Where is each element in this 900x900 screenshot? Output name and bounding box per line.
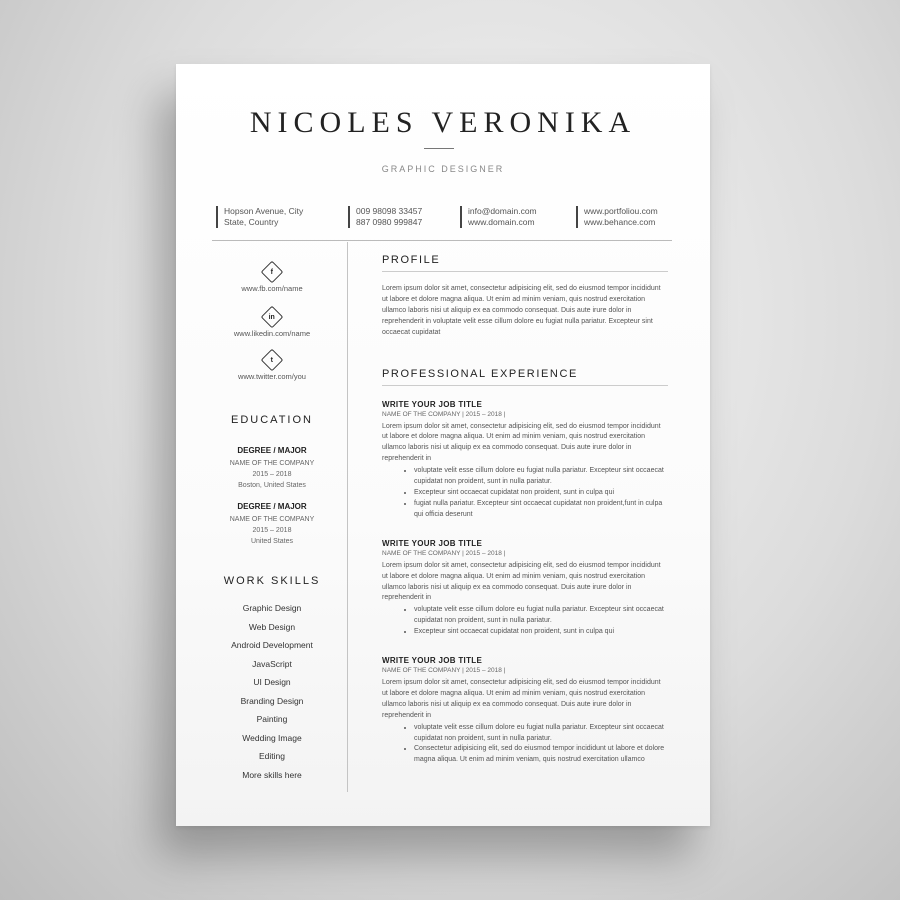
school: NAME OF THE COMPANY xyxy=(229,516,315,523)
social-link[interactable]: www.twitter.com/you xyxy=(238,372,306,381)
contact-line: 009 98098 33457 xyxy=(356,206,423,216)
job-company: NAME OF THE COMPANY | 2015 – 2018 | xyxy=(382,549,506,557)
job-bullet: • Excepteur sint occaecat cupidatat non proident, sunt in culpa qui xyxy=(414,627,668,638)
job-bullet: • fugiat nulla pariatur. Excepteur sint occaecat cupidatat non proident,funt in culpa qui officia deserunt xyxy=(414,499,668,521)
skill-item: Editing xyxy=(259,751,285,761)
name-divider xyxy=(424,148,454,149)
column-divider xyxy=(347,242,348,792)
skill-item: Android Development xyxy=(231,640,313,650)
icon-glyph: t xyxy=(270,356,274,364)
resume-page xyxy=(176,64,710,826)
job-title: WRITE YOUR JOB TITLE xyxy=(382,656,483,666)
header-divider xyxy=(212,240,672,241)
social-facebook[interactable] xyxy=(212,264,332,293)
job-entry xyxy=(382,400,668,521)
job-company: NAME OF THE COMPANY | 2015 – 2018 | xyxy=(382,667,506,675)
school: NAME OF THE COMPANY xyxy=(229,460,315,467)
location: United States xyxy=(250,538,294,545)
job-bullets xyxy=(382,466,668,521)
skills-title: WORK SKILLS xyxy=(223,575,321,587)
contact-email xyxy=(460,206,537,228)
skill-item: Wedding Image xyxy=(242,732,302,743)
skill-item: JavaScript xyxy=(252,658,292,669)
contact-web xyxy=(576,206,658,228)
job-entry xyxy=(382,656,668,766)
contact-phone xyxy=(348,206,422,228)
job-bullet: • voluptate velit esse cillum dolore eu fugiat nulla pariatur. Excepteur sint occaecat cupidatat non proident, sunt in nulla pariatur. xyxy=(414,466,668,488)
job-bullets xyxy=(382,723,668,767)
job-company: NAME OF THE COMPANY | 2015 – 2018 | xyxy=(382,410,506,418)
degree: DEGREE / MAJOR xyxy=(237,446,307,455)
skill-item: Painting xyxy=(256,714,288,724)
job-bullet: • voluptate velit esse cillum dolore eu fugiat nulla pariatur. Excepteur sint occaecat cupidatat non proident, sunt in nulla pariatur. xyxy=(414,605,668,627)
social-link[interactable]: www.likedin.com/name xyxy=(233,329,311,338)
job-bullet: • Consectetur adipisicing elit, sed do eiusmod tempor incididunt ut labore et dolore magna aliqua. Ut enim ad minim veniam, quis nostrud exercitation ullamco xyxy=(414,744,668,766)
twitter-icon[interactable] xyxy=(261,349,284,372)
icon-glyph: f xyxy=(270,268,274,276)
job-title: WRITE YOUR JOB TITLE xyxy=(382,399,483,409)
education-item xyxy=(212,502,332,547)
contact-line: State, Country xyxy=(224,217,279,227)
contact-line: Hopson Avenue, City xyxy=(224,206,304,216)
skill-item: More skills here xyxy=(242,769,302,780)
social-linkedin[interactable] xyxy=(212,309,332,338)
contact-link[interactable]: www.behance.com xyxy=(584,217,656,227)
resume-name: NICOLES VERONIKA xyxy=(249,106,637,139)
job-role: GRAPHIC DESIGNER xyxy=(381,164,505,174)
job-bullets xyxy=(382,605,668,638)
facebook-icon[interactable] xyxy=(261,261,284,284)
degree: DEGREE / MAJOR xyxy=(237,502,307,511)
contact-address xyxy=(216,206,303,228)
skill-item: UI Design xyxy=(253,677,291,687)
social-link[interactable]: www.fb.com/name xyxy=(241,284,303,293)
skill-item: Graphic Design xyxy=(242,603,302,613)
skills-list xyxy=(212,599,332,784)
icon-glyph: in xyxy=(268,313,276,321)
contact-bar xyxy=(216,206,676,232)
education-title: EDUCATION xyxy=(231,414,313,426)
contact-link[interactable]: www.domain.com xyxy=(468,217,535,227)
contact-link[interactable]: info@domain.com xyxy=(468,206,537,216)
education-item xyxy=(212,446,332,491)
job-title: WRITE YOUR JOB TITLE xyxy=(382,538,483,548)
social-twitter[interactable] xyxy=(212,352,332,381)
location: Boston, United States xyxy=(238,482,306,489)
contact-link[interactable]: www.portfoliou.com xyxy=(584,206,658,216)
profile-title: PROFILE xyxy=(382,254,668,272)
job-description: Lorem ipsum dolor sit amet, consectetur adipisicing elit, sed do eiusmod tempor incididunt ut labore et dolore magna aliqua. Ut enim ad minim veniam, quis nostrud exercitation ullamco laboris nisi ut aliquip ex ea commodo consequat. Duis aute irure dolor in reprehenderit in xyxy=(382,679,661,719)
job-description: Lorem ipsum dolor sit amet, consectetur adipisicing elit, sed do eiusmod tempor incididunt ut labore et dolore magna aliqua. Ut enim ad minim veniam, quis nostrud exercitation ullamco laboris nisi ut aliquip ex ea commodo consequat. Duis aute irure dolor in reprehenderit in xyxy=(382,561,661,602)
linkedin-icon[interactable] xyxy=(261,306,284,329)
experience-title: PROFESSIONAL EXPERIENCE xyxy=(382,368,668,386)
contact-line: 887 0980 999847 xyxy=(356,217,423,227)
job-bullet: • Excepteur sint occaecat cupidatat non proident, sunt in culpa qui xyxy=(414,488,668,499)
right-column xyxy=(382,254,668,766)
job-description: Lorem ipsum dolor sit amet, consectetur adipisicing elit, sed do eiusmod tempor incididunt ut labore et dolore magna aliqua. Ut enim ad minim veniam, quis nostrud exercitation ullamco laboris nisi ut aliquip ex ea commodo consequat. Duis aute irure dolor in reprehenderit in xyxy=(382,422,661,463)
years: 2015 – 2018 xyxy=(252,527,292,534)
skill-item: Web Design xyxy=(248,621,296,632)
profile-text: Lorem ipsum dolor sit amet, consectetur adipisicing elit, sed do eiusmod tempor incididunt ut labore et dolore magna aliqua. Ut enim ad minim veniam, quis nostrud exercitation ullamco laboris nisi ut aliquip ex ea commodo consequat. Duis aute irure dolor in reprehenderit in voluptate velit esse cillum dolore eu fugiat nulla pariatur. Excepteur sint occaecat cupidatat xyxy=(382,285,661,336)
job-entry xyxy=(382,539,668,638)
years: 2015 – 2018 xyxy=(252,471,292,478)
skill-item: Branding Design xyxy=(240,695,304,706)
job-bullet: • voluptate velit esse cillum dolore eu fugiat nulla pariatur. Excepteur sint occaecat cupidatat non proident, sunt in nulla pariatur. xyxy=(414,723,668,745)
